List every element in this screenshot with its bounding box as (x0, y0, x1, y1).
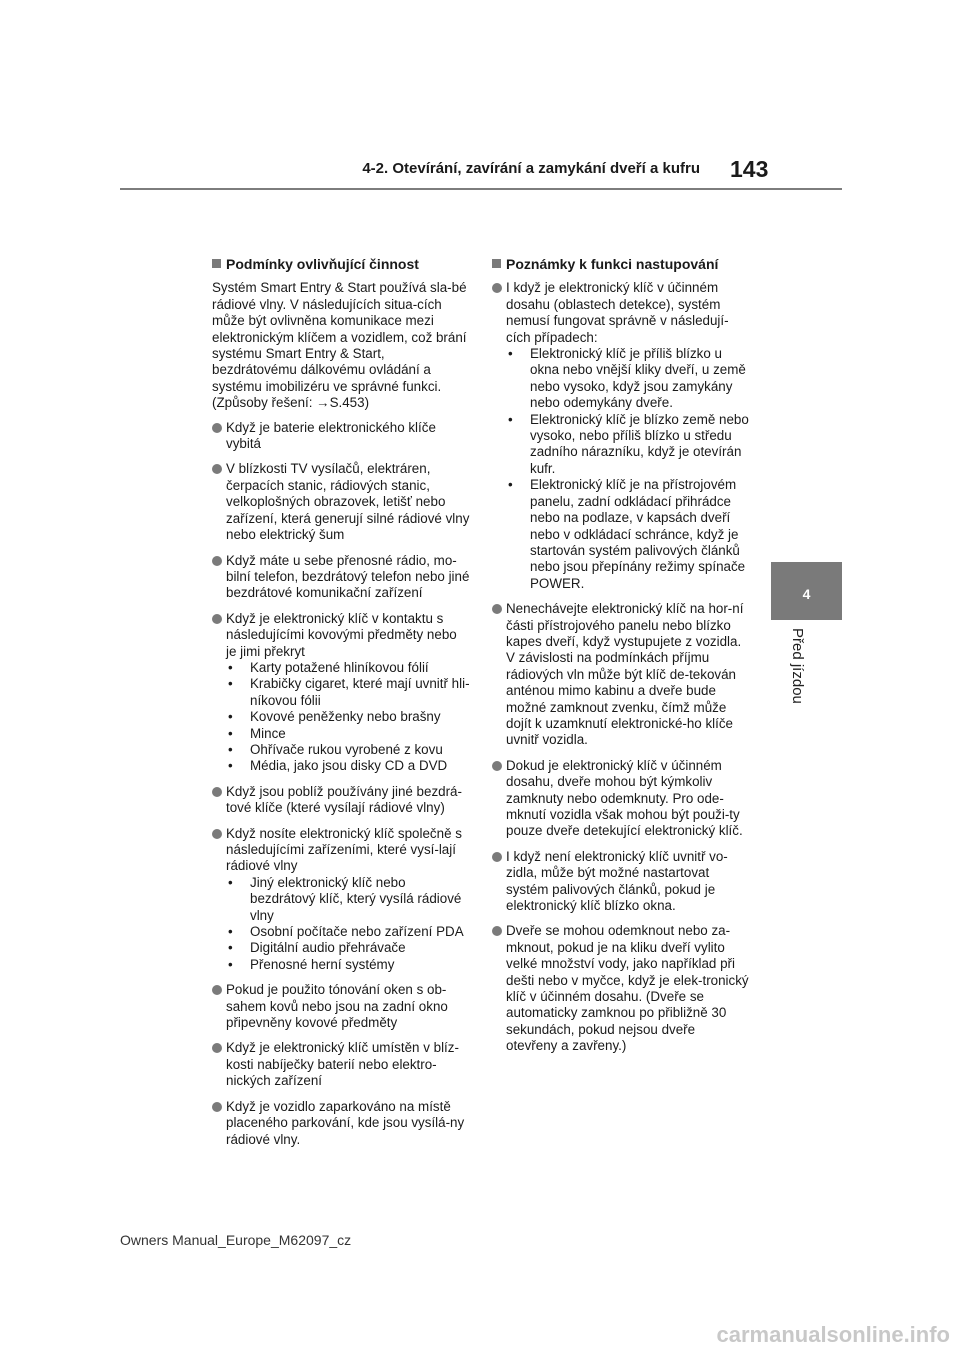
circle-bullet-icon (212, 985, 222, 995)
sub-bullet: • Mince (226, 726, 470, 742)
sub-bullet: • Ohřívače rukou vyrobené z kovu (226, 742, 470, 758)
circle-bullet-icon (492, 761, 502, 771)
list-item (492, 923, 750, 1054)
list-item (212, 420, 470, 453)
circle-bullet-icon (492, 283, 502, 293)
list-item (212, 1099, 470, 1148)
list-item-text: V blízkosti TV vysílačů, elektráren, čerpacích stanic, rádiových stanic, velkoplošných obrazovek, letišť nebo zařízení, která generují silné rádiové vlny nebo elektrický šum (226, 461, 470, 543)
chapter-tab[interactable]: 4 (771, 562, 842, 620)
section-heading-text: Podmínky ovlivňující činnost (226, 256, 419, 272)
list-item-text: Když je elektronický klíč v kontaktu s následujícími kovovými předměty nebo je jimi překryt (226, 610, 457, 659)
circle-bullet-icon (212, 423, 222, 433)
circle-bullet-icon (492, 604, 502, 614)
sub-bullet: • Elektronický klíč je blízko země nebo vysoko, nebo příliš blízko u středu zadního nárazníku, když je otevírán kufr. (506, 412, 750, 478)
list-item-text: Když je vozidlo zaparkováno na místě placeného parkování, kde jsou vysílá-ny rádiové vlny. (226, 1098, 465, 1147)
square-bullet-icon (492, 259, 501, 268)
square-bullet-icon (212, 259, 221, 268)
sub-bullet: • Karty potažené hliníkovou fólií (226, 660, 470, 676)
page-number: 143 (730, 156, 769, 182)
list-item-text: Když je baterie elektronického klíče vybitá (226, 419, 436, 452)
list-item (212, 982, 470, 1031)
list-item (212, 611, 470, 775)
list-item-text: Když nosíte elektronický klíč společně s následujícími zařízeními, které vysí-lají rádiové vlny (226, 825, 462, 874)
header-title: 4-2. Otevírání, zavírání a zamykání dveří a kufru (362, 160, 700, 177)
sub-bullet: • Digitální audio přehrávače (226, 940, 470, 956)
list-item (212, 784, 470, 817)
list-item-text: Pokud je použito tónování oken s ob-sahem kovů nebo jsou na zadní okno připevněny kovové předměty (226, 982, 448, 1031)
circle-bullet-icon (212, 829, 222, 839)
list-item-text: I když není elektronický klíč uvnitř vo-zidla, může být možné nastartovat systém palivových článků, pokud je elektronický klíč blízko okna. (506, 848, 728, 914)
circle-bullet-icon (212, 787, 222, 797)
sub-bullet: • Osobní počítače nebo zařízení PDA (226, 924, 470, 940)
circle-bullet-icon (492, 926, 502, 936)
sub-bullet: • Média, jako jsou disky CD a DVD (226, 758, 470, 774)
section-heading (492, 256, 750, 272)
header-rule (120, 188, 842, 190)
section-heading-text: Poznámky k funkci nastupování (506, 256, 719, 272)
circle-bullet-icon (212, 464, 222, 474)
right-item-list (492, 280, 750, 1054)
intro-paragraph: Systém Smart Entry & Start používá sla-bé rádiové vlny. V následujících situa-cích může být ovlivněna komunikace mezi elektronickým klíčem a vozidlem, což brání systému Smart Entry & Start, bezdrátovému dálkovému ovládání a systému imobilizéru ve správné funkci. (Způsoby řešení: →S.453) (212, 280, 467, 411)
left-column (212, 256, 470, 1157)
list-item (212, 1040, 470, 1089)
circle-bullet-icon (212, 614, 222, 624)
list-item-text: Když máte u sebe přenosné rádio, mo-bilní telefon, bezdrátový telefon nebo jiné bezdrátové komunikační zařízení (226, 552, 470, 601)
sub-bullet: • Jiný elektronický klíč nebo bezdrátový klíč, který vysílá rádiové vlny (226, 875, 470, 924)
footer-text: Owners Manual_Europe_M62097_cz (120, 1232, 352, 1248)
sub-bullet: • Kovové peněženky nebo brašny (226, 709, 470, 725)
sub-bullet: • Přenosné herní systémy (226, 957, 470, 973)
list-item-text: I když je elektronický klíč v účinném dosahu (oblastech detekce), systém nemusí fungovat správně v následují-cích případech: (506, 280, 729, 345)
list-item (492, 601, 750, 749)
list-item (492, 280, 750, 592)
circle-bullet-icon (212, 1102, 222, 1112)
list-item (212, 461, 470, 543)
list-item (492, 849, 750, 915)
list-item-text: Dokud je elektronický klíč v účinném dosahu, dveře mohou být kýmkoliv zamknuty nebo odemknuty. Pro ode-mknutí vozidla však mohou být použi-ty pouze dveře detekující elektronický klíč. (506, 757, 743, 839)
watermark: carmanualsonline.info (716, 1322, 950, 1347)
right-column (492, 256, 750, 1064)
list-item-text: Když jsou poblíž používány jiné bezdrá-tové klíče (které vysílají rádiové vlny) (226, 783, 462, 816)
section-heading (212, 256, 470, 272)
list-item-text: Dveře se mohou odemknout nebo za-mknout, pokud je na kliku dveří vylito velké množství vody, jako například při dešti nebo v myčce, když je elek-tronický klíč v účinném dosahu. (Dveře se automaticky zamknou po přibližně 30 sekundách, pokud nejsou dveře otevřeny a zavřeny.) (506, 923, 749, 1054)
chapter-side-label: Před jízdou (789, 628, 806, 704)
sub-bullet: • Krabičky cigaret, které mají uvnitř hli-níkovou fólii (226, 676, 470, 709)
sub-bullet: • Elektronický klíč je příliš blízko u okna nebo vnější kliky dveří, u země nebo vysoko, když jsou zamykány nebo odemykány dveře. (506, 346, 750, 412)
sub-bullet: • Elektronický klíč je na přístrojovém panelu, zadní odkládací přihrádce nebo na podlaze, v kapsách dveří nebo v odkládací schránce, když je startován systém palivových článků nebo jsou přepínány režimy spínače POWER. (506, 477, 750, 592)
circle-bullet-icon (492, 852, 502, 862)
circle-bullet-icon (212, 1043, 222, 1053)
left-item-list (212, 420, 470, 1148)
list-item (492, 758, 750, 840)
list-item-text: Nenechávejte elektronický klíč na hor-ní části přístrojového panelu nebo blízko kapes dveří, když vystupujete z vozidla. V závislosti na podmínkách příjmu rádiových vln může být klíč de-tekován anténou mimo kabinu a dveře bude možné zamknout zvenku, čímž může dojít k uzamknutí elektronické-ho klíče uvnitř vozidla. (506, 601, 744, 748)
list-item (212, 826, 470, 974)
list-item (212, 553, 470, 602)
list-item-text: Když je elektronický klíč umístěn v blíz-kosti nabíječky baterií nebo elektro-nických zařízení (226, 1040, 459, 1089)
circle-bullet-icon (212, 556, 222, 566)
